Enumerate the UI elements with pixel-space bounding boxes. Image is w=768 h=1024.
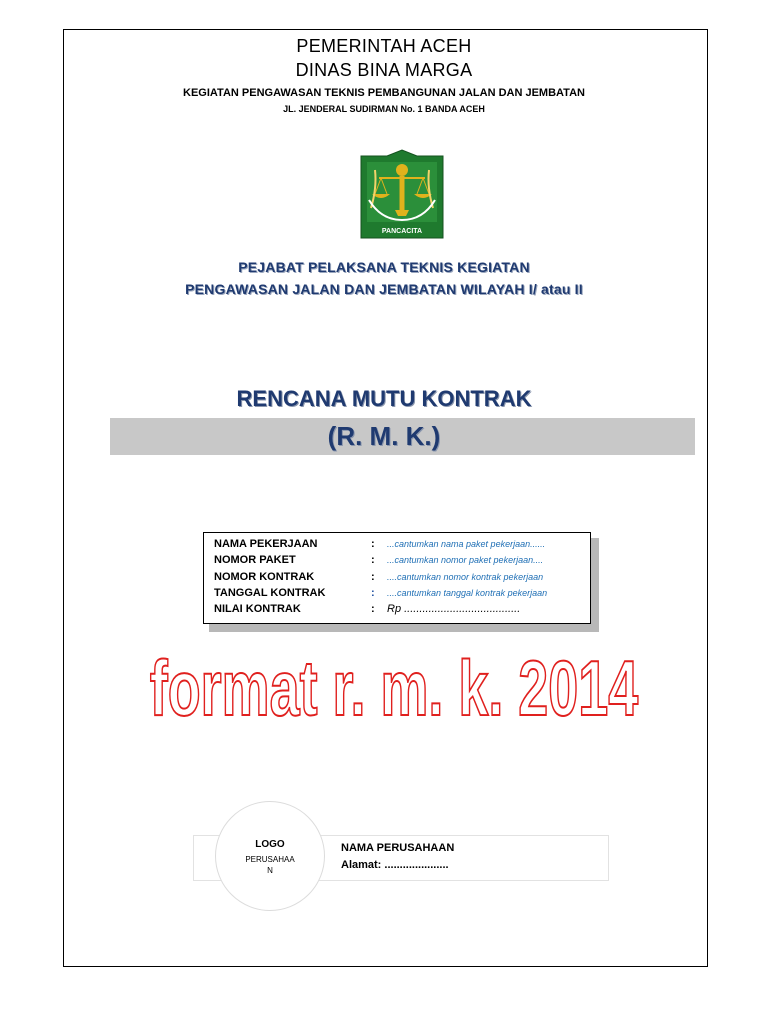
row-label: NOMOR KONTRAK [214, 571, 315, 583]
header-government: PEMERINTAH ACEH [296, 36, 472, 56]
contract-row [214, 603, 584, 619]
document-title: RENCANA MUTU KONTRAK [236, 386, 532, 411]
row-label: NILAI KONTRAK [214, 603, 301, 615]
row-colon: : [371, 587, 375, 599]
company-name: NAMA PERUSAHAAN [341, 842, 455, 854]
row-colon: : [371, 571, 375, 583]
row-label: NOMOR PAKET [214, 554, 296, 566]
contract-info-box [203, 532, 591, 624]
row-colon: : [371, 538, 375, 550]
format-watermark [0, 643, 768, 733]
logo-label: LOGO [255, 839, 285, 850]
header-department: DINAS BINA MARGA [295, 60, 473, 80]
company-address: Alamat: ..................... [341, 859, 449, 871]
row-colon: : [371, 603, 375, 615]
logo-sublabel: N [267, 866, 273, 875]
contract-row [214, 571, 584, 587]
official-region: PENGAWASAN JALAN DAN JEMBATAN WILAYAH I/ atau II [185, 281, 583, 297]
document-abbreviation: (R. M. K.) [327, 421, 441, 451]
emblem-text: PANCACITA [381, 228, 423, 235]
row-value: Rp ...................................... [387, 603, 521, 615]
pancacita-emblem-icon [357, 148, 447, 242]
row-label: NAMA PEKERJAAN [214, 538, 318, 550]
contract-row [214, 538, 584, 554]
row-value: ...cantumkan nama paket pekerjaan...... [387, 539, 546, 549]
row-colon: : [371, 554, 375, 566]
watermark-text: format r. m. k. 2014 [149, 644, 639, 733]
official-title: PEJABAT PELAKSANA TEKNIS KEGIATAN [238, 259, 530, 275]
header-address: JL. JENDERAL SUDIRMAN No. 1 BANDA ACEH [283, 104, 485, 114]
row-value: ....cantumkan tanggal kontrak pekerjaan [387, 588, 548, 598]
row-value: ...cantumkan nomor paket pekerjaan.... [387, 555, 544, 565]
contract-row [214, 554, 584, 570]
row-value: ....cantumkan nomor kontrak pekerjaan [387, 572, 544, 582]
contract-row [214, 587, 584, 603]
row-label: TANGGAL KONTRAK [214, 587, 326, 599]
header-activity: KEGIATAN PENGAWASAN TEKNIS PEMBANGUNAN JALAN DAN JEMBATAN [183, 87, 585, 99]
logo-sublabel: PERUSAHAA [245, 855, 295, 864]
